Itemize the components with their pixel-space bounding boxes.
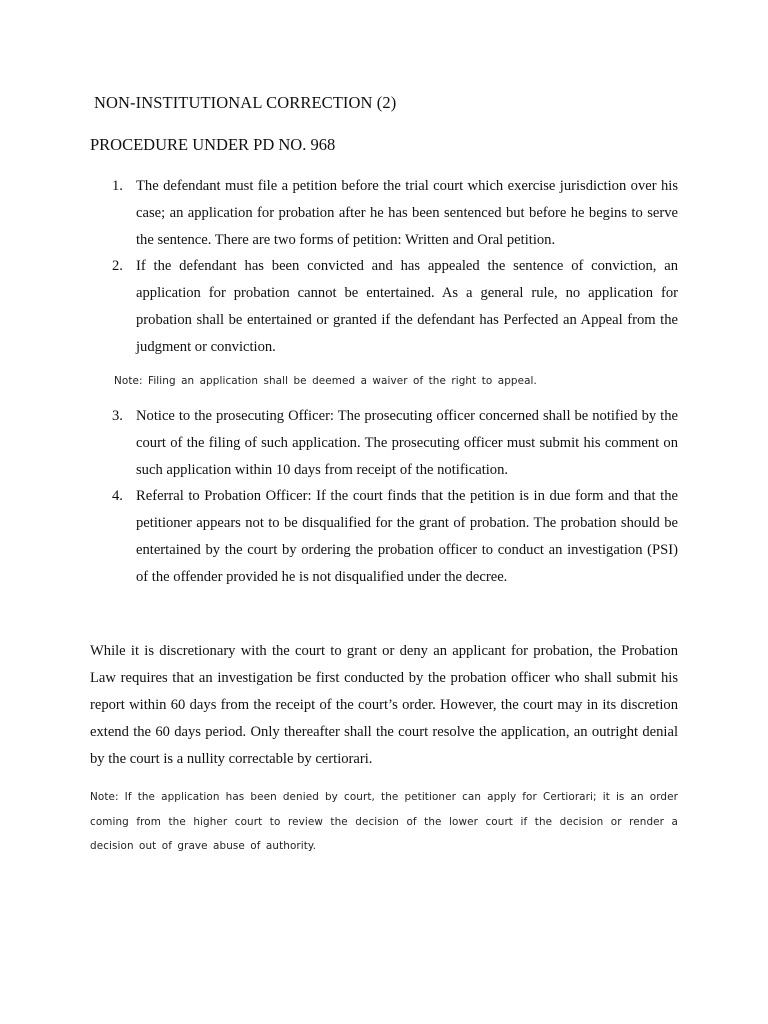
list-item-text: Notice to the prosecuting Officer: The prosecuting officer concerned shall be notified by the court of the filing of such application. The prosecuting officer must submit his comment on such application within 10 days from receipt of the notification. <box>136 408 678 478</box>
list-item <box>90 253 678 360</box>
body-paragraph: While it is discretionary with the court to grant or deny an applicant for probation, the Probation Law requires that an investigation be first conducted by the probation officer who shall submit his report within 60 days from the receipt of the court’s order. However, the court may in its discretion extend the 60 days period. Only thereafter shall the court resolve the application, an outright denial by the court is a nullity correctable by certiorari. <box>90 643 678 767</box>
list-item-number: 2. <box>112 258 123 275</box>
list-item-number: 4. <box>112 488 123 505</box>
list-item-number: 3. <box>112 408 123 424</box>
list-item <box>90 173 678 253</box>
list-item-text: The defendant must file a petition before the trial court which exercise jurisdiction over his case; an application for probation after he has been sentenced but before he begins to serve the sentence. There are two forms of petition: Written and Oral petition. <box>136 178 678 248</box>
list-item-number: 1. <box>112 178 123 194</box>
list-item <box>90 403 678 483</box>
note-waiver: Note: Filing an application shall be deemed a waiver of the right to appeal. <box>114 375 537 387</box>
procedure-list-part2 <box>90 403 678 591</box>
list-item-text: If the defendant has been convicted and has appealed the sentence of conviction, an application for probation cannot be entertained. As a general rule, no application for probation shall be entertained or granted if the defendant has Perfected an Appeal from the judgment or conviction. <box>136 258 678 355</box>
procedure-list-part1 <box>90 173 678 361</box>
list-item-text: Referral to Probation Officer: If the court finds that the petition is in due form and that the petitioner appears not to be disqualified for the grant of probation. The probation should be entertained by the court by ordering the probation officer to conduct an investigation (PSI) of the offender provided he is not disqualified under the decree. <box>136 488 678 585</box>
list-item <box>90 483 678 590</box>
page-title: NON-INSTITUTIONAL CORRECTION (2) <box>94 93 397 112</box>
note-certiorari: Note: If the application has been denied by court, the petitioner can apply for Certiorari; it is an order coming from the higher court to review the decision of the lower court if the decision or render a decision out of grave abuse of authority. <box>90 791 678 852</box>
section-heading: PROCEDURE UNDER PD NO. 968 <box>90 135 336 154</box>
